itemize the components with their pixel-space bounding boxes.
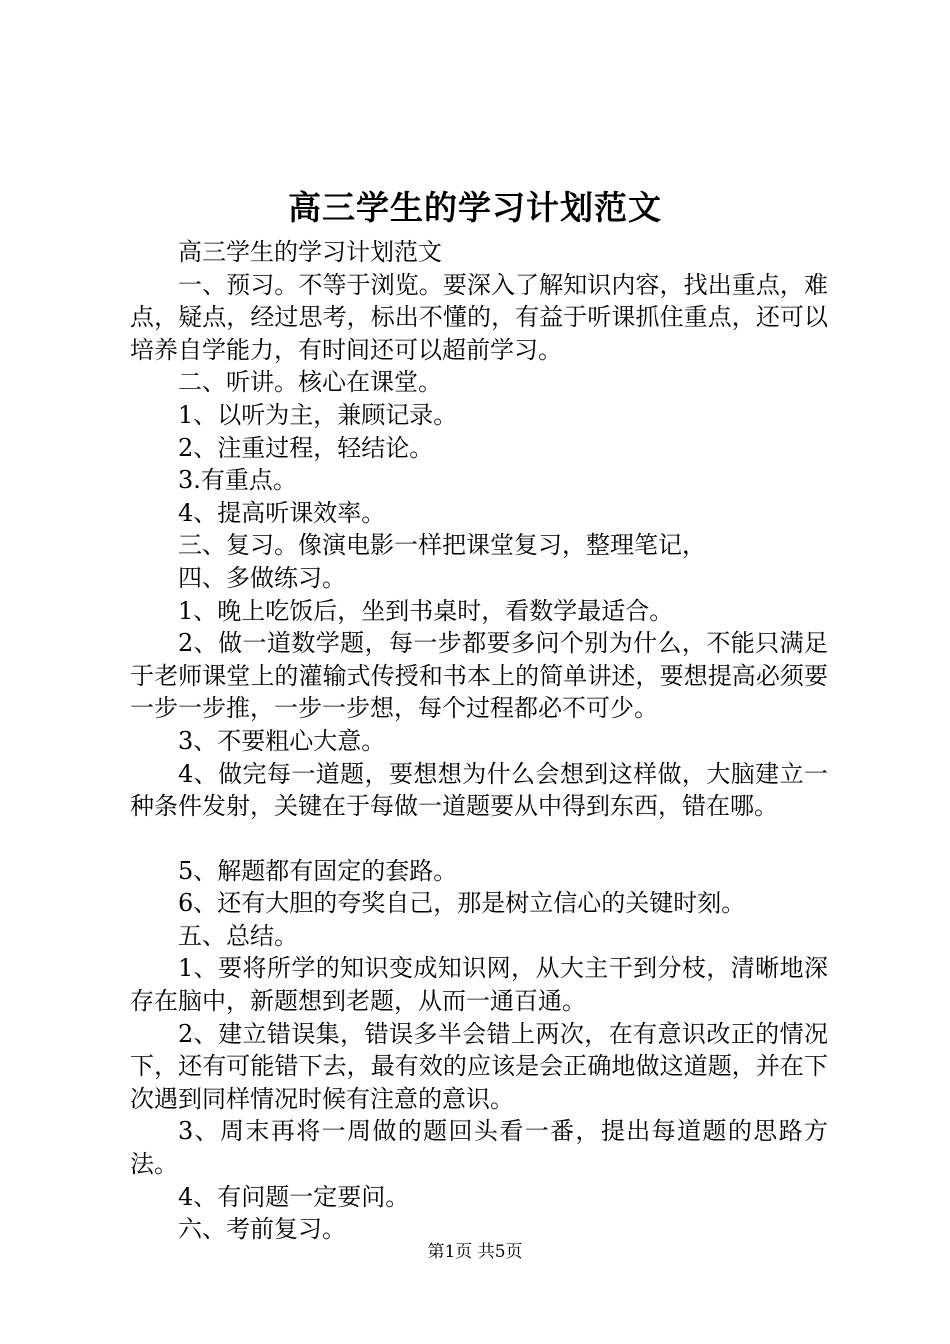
paragraph-practice-5: 5、解题都有固定的套路。 bbox=[178, 856, 458, 885]
paragraph-review: 三、复习。像演电影一样把课堂复习，整理笔记， bbox=[178, 531, 706, 560]
page-number-footer: 第1页 共5页 bbox=[427, 1242, 523, 1262]
document-title: 高三学生的学习计划范文 bbox=[288, 188, 662, 227]
paragraph-summary: 五、总结。 bbox=[178, 921, 298, 950]
paragraph-exam-review: 六、考前复习。 bbox=[178, 1215, 346, 1244]
paragraph-practice-4: 4、做完每一道题，要想想为什么会想到这样做，大脑建立一种条件发射，关键在于每做一道题要从中得到东西，错在哪。 bbox=[130, 759, 828, 821]
paragraph-listen-1: 1、以听为主，兼顾记录。 bbox=[178, 400, 458, 429]
paragraph-listen-4: 4、提高听课效率。 bbox=[178, 498, 386, 527]
paragraph-practice: 四、多做练习。 bbox=[178, 563, 346, 592]
paragraph-listen-3: 3.有重点。 bbox=[178, 466, 297, 495]
paragraph-summary-3: 3、周末再将一周做的题回头看一番，提出每道题的思路方法。 bbox=[130, 1117, 828, 1179]
paragraph-listen: 二、听讲。核心在课堂。 bbox=[178, 368, 442, 397]
paragraph-summary-1: 1、要将所学的知识变成知识网，从大主干到分枝，清晰地深存在脑中，新题想到老题，从而一通百通。 bbox=[130, 954, 828, 1016]
paragraph-gap bbox=[130, 823, 828, 855]
paragraph-practice-1: 1、晚上吃饭后，坐到书桌时，看数学最适合。 bbox=[178, 596, 674, 625]
paragraph-summary-2: 2、建立错误集，错误多半会错上两次，在有意识改正的情况下，还有可能错下去，最有效的应该是会正确地做这道题，并在下次遇到同样情况时候有注意的意识。 bbox=[130, 1019, 828, 1113]
paragraph-practice-2: 2、做一道数学题，每一步都要多问个别为什么，不能只满足于老师课堂上的灌输式传授和书本上的简单讲述，要想提高必须要一步一步推，一步一步想，每个过程都必不可少。 bbox=[130, 629, 828, 723]
paragraph-practice-6: 6、还有大胆的夸奖自己，那是树立信心的关键时刻。 bbox=[178, 889, 746, 918]
paragraph-listen-2: 2、注重过程，轻结论。 bbox=[178, 433, 434, 462]
paragraph-heading-repeat: 高三学生的学习计划范文 bbox=[178, 238, 442, 266]
document-body bbox=[130, 236, 828, 1246]
paragraph-summary-4: 4、有问题一定要问。 bbox=[178, 1182, 410, 1211]
paragraph-preview: 一、预习。不等于浏览。要深入了解知识内容，找出重点，难点，疑点，经过思考，标出不懂的，有益于听课抓住重点，还可以培养自学能力，有时间还可以超前学习。 bbox=[130, 270, 828, 364]
paragraph-practice-3: 3、不要粗心大意。 bbox=[178, 726, 386, 755]
